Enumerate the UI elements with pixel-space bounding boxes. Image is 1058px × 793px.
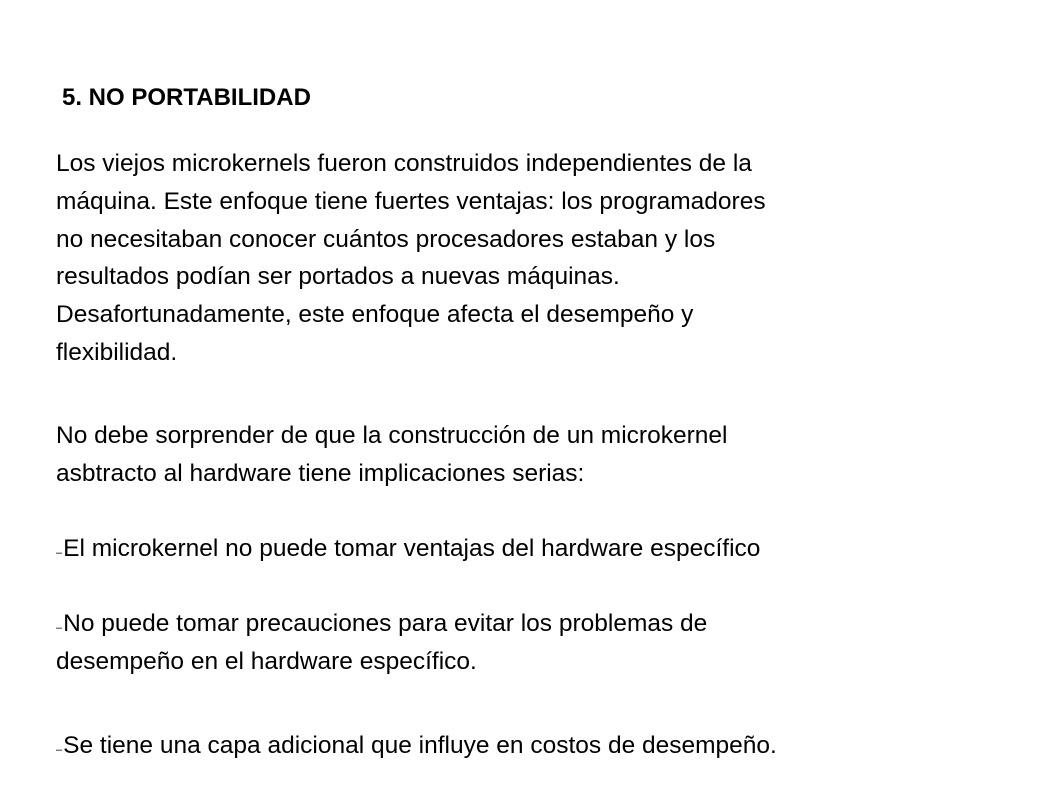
paragraph-implications	[56, 417, 727, 493]
paragraph-line: No debe sorprender de que la construcción de un microkernel	[56, 422, 728, 449]
paragraph-line: resultados podían ser portados a nuevas máquinas.	[56, 263, 620, 291]
paragraph-line: Los viejos microkernels fueron construidos independientes de la	[56, 150, 752, 177]
bullet-text: Se tiene una capa adicional que influye en costos de desempeño.	[63, 732, 777, 759]
paragraph-line: flexibilidad.	[56, 338, 178, 366]
slide-title: 5. NO PORTABILIDAD	[62, 84, 311, 111]
bullet-line: desempeño en el hardware específico.	[56, 647, 477, 675]
paragraph-intro	[56, 145, 766, 372]
bullet-line	[56, 727, 777, 765]
bullet-text: No puede tomar precauciones para evitar los problemas de	[63, 610, 708, 637]
paragraph-line: asbtracto al hardware tiene implicaciones serias:	[56, 459, 585, 487]
bullet-dash: –	[56, 744, 63, 756]
bullet-item	[56, 530, 760, 568]
bullet-line	[56, 605, 707, 643]
bullet-text: El microkernel no puede tomar ventajas del hardware específico	[63, 535, 761, 562]
bullet-item	[56, 727, 777, 765]
paragraph-line: máquina. Este enfoque tiene fuertes ventajas: los programadores	[56, 187, 766, 215]
bullet-dash: –	[56, 547, 63, 559]
paragraph-line: no necesitaban conocer cuántos procesadores estaban y los	[56, 225, 716, 253]
paragraph-line: Desafortunadamente, este enfoque afecta el desempeño y	[56, 301, 694, 329]
bullet-line	[56, 530, 760, 568]
bullet-dash: –	[56, 622, 63, 634]
bullet-item	[56, 605, 707, 681]
